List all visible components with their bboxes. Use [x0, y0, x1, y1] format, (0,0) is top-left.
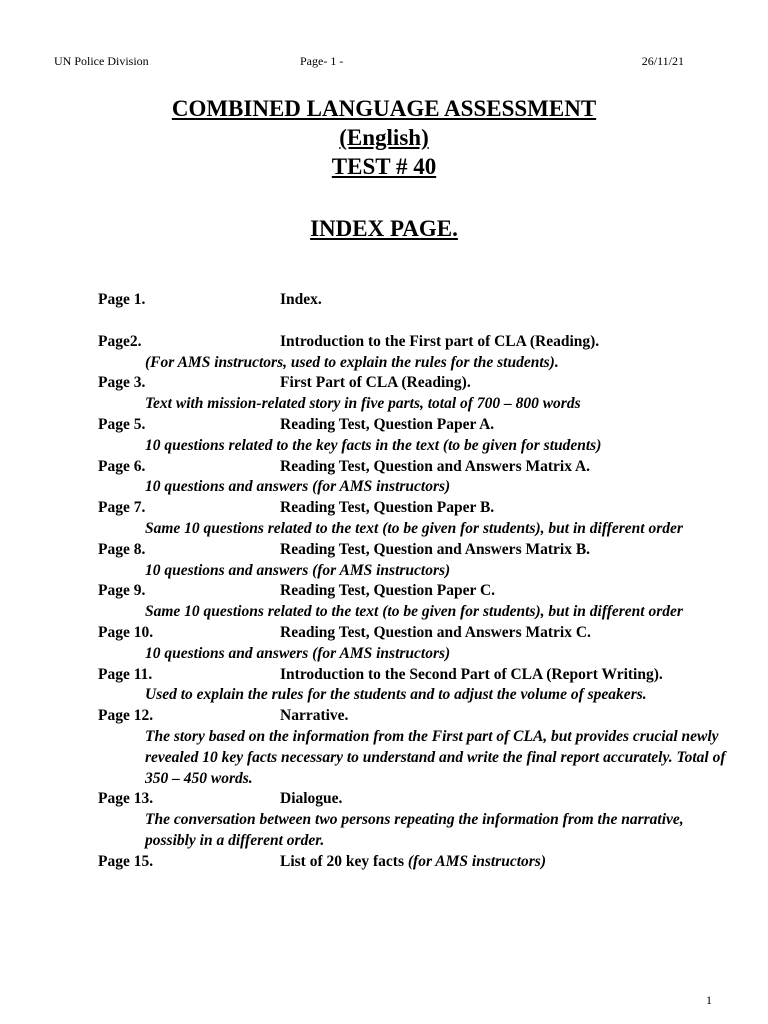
entry-title: Dialogue.	[280, 790, 343, 808]
entry-page: Page 6.	[98, 457, 146, 475]
entry-page: Page 13.	[98, 790, 154, 808]
document-title-block	[0, 94, 768, 181]
entry-description: The story based on the information from the First part of CLA, but provides crucial newly revealed 10 key facts necessary to understand and write the final report accurately. Total of 350 – 450 words.	[145, 727, 726, 787]
header-organization: UN Police Division	[54, 54, 149, 68]
index-heading: INDEX PAGE.	[310, 216, 458, 241]
index-entry	[98, 852, 728, 873]
page-header	[54, 54, 684, 70]
entry-page: Page2.	[98, 332, 142, 350]
entry-page: Page 1.	[98, 291, 146, 308]
document-language: (English)	[339, 125, 429, 150]
entry-description: (For AMS instructors, used to explain the rules for the students).	[145, 353, 559, 371]
entry-description: Same 10 questions related to the text (to be given for students), but in different order	[145, 519, 683, 537]
document-title: COMBINED LANGUAGE ASSESSMENT	[171, 96, 597, 121]
entry-description: Used to explain the rules for the students and to adjust the volume of speakers.	[145, 686, 647, 704]
index-entry	[98, 789, 728, 851]
entry-title: Narrative.	[280, 707, 349, 725]
index-entry	[98, 290, 728, 311]
entry-description: 10 questions and answers (for AMS instructors)	[145, 478, 451, 496]
entry-page: Page 15.	[98, 852, 154, 870]
header-page-label: Page- 1 -	[300, 54, 344, 68]
index-entry	[98, 581, 728, 623]
entry-page: Page 12.	[98, 707, 154, 725]
footer-page-number: 1	[706, 993, 712, 1007]
entry-title: Reading Test, Question Paper B.	[280, 499, 495, 517]
index-entry	[98, 623, 728, 665]
entry-title: Reading Test, Question Paper C.	[280, 582, 496, 600]
entry-title: Reading Test, Question and Answers Matrix C.	[280, 623, 591, 641]
entry-title: Reading Test, Question Paper A.	[280, 415, 495, 433]
entry-title-text: List of 20 key facts	[280, 852, 408, 870]
entry-title: Reading Test, Question and Answers Matrix A.	[280, 457, 591, 475]
entry-description: 10 questions and answers (for AMS instructors)	[145, 644, 451, 662]
entry-title: Introduction to the Second Part of CLA (Report Writing).	[280, 665, 663, 683]
entry-description: The conversation between two persons repeating the information from the narrative, possibly in a different order.	[145, 811, 684, 849]
entry-page: Page 10.	[98, 623, 154, 641]
index-entry	[98, 706, 728, 789]
entry-title	[280, 852, 728, 873]
entry-page: Page 5.	[98, 415, 146, 433]
entry-description: Same 10 questions related to the text (to be given for students), but in different order	[145, 603, 683, 621]
header-date: 26/11/21	[641, 54, 684, 68]
index-entry	[98, 457, 728, 499]
document-test-number: TEST # 40	[331, 154, 437, 179]
entry-page: Page 3.	[98, 374, 146, 392]
entry-title: Introduction to the First part of CLA (Reading).	[280, 332, 600, 350]
entry-title-note: (for AMS instructors)	[407, 852, 546, 870]
index-entry	[98, 415, 728, 457]
entry-title: Reading Test, Question and Answers Matrix B.	[280, 540, 591, 558]
entry-page: Page 8.	[98, 540, 146, 558]
index-entry	[98, 498, 728, 540]
entry-title: First Part of CLA (Reading).	[280, 374, 471, 392]
index-entry	[98, 332, 728, 374]
index-entries	[98, 290, 728, 873]
entry-description: Text with mission-related story in five parts, total of 700 – 800 words	[145, 395, 581, 413]
index-entry	[98, 373, 728, 415]
entry-title: Index.	[280, 291, 322, 308]
index-entry	[98, 665, 728, 707]
entry-page: Page 11.	[98, 665, 153, 683]
entry-page: Page 9.	[98, 582, 146, 600]
entry-description: 10 questions related to the key facts in the text (to be given for students)	[145, 436, 602, 454]
index-entry	[98, 540, 728, 582]
entry-description: 10 questions and answers (for AMS instructors)	[145, 561, 451, 579]
entry-page: Page 7.	[98, 499, 146, 517]
